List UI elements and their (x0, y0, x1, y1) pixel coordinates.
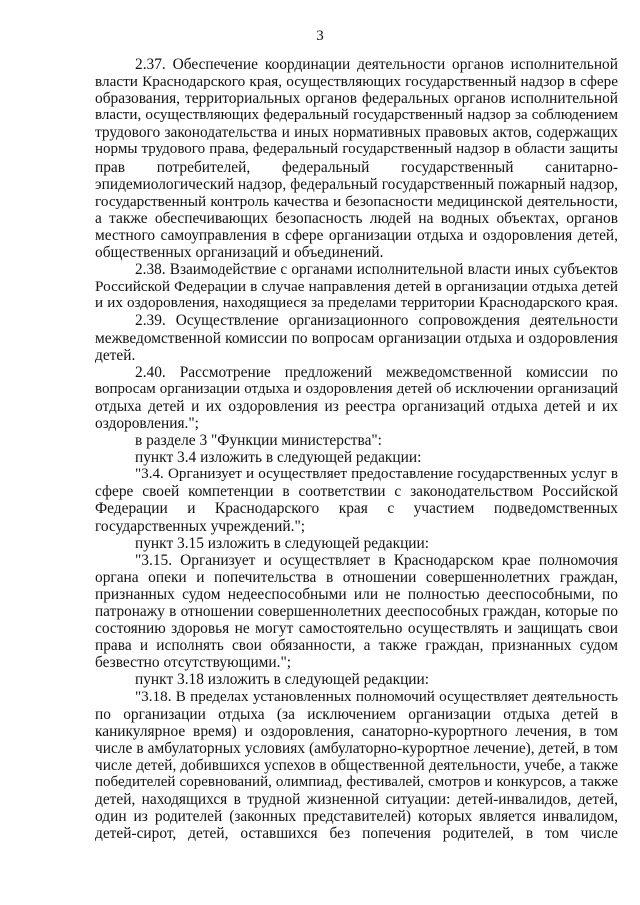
text-line: трудового законодательства и иных нормативных правовых актов, содержащих (95, 124, 618, 142)
text-line: сфере своей компетенции в соответствии с законодательством Российской (95, 483, 618, 501)
text-line: органа опеки и попечительства в отношении совершеннолетних граждан, (95, 568, 618, 586)
text-line: один из родителей (законных представителей) которых является инвалидом, (95, 808, 618, 826)
text-line: межведомственной комиссии по вопросам организации отдыха и оздоровления (95, 329, 618, 347)
text-line: пункт 3.15 изложить в следующей редакции: (135, 534, 430, 552)
text-line: эпидемиологический надзор, федеральный государственный пожарный надзор, (95, 175, 618, 193)
text-line: каникулярное время) и оздоровления, санаторно-курортного лечения, в том (95, 722, 618, 740)
text-line: и их оздоровления, находящиеся за пределами территории Краснодарского края. (95, 295, 618, 312)
page-number: 3 (316, 28, 324, 44)
text-line: состоянию здоровья не могут самостоятельно осуществлять и защищать свои (95, 620, 618, 638)
text-line: Федерации и Краснодарского края с участием подведомственных (95, 500, 618, 518)
document-body (95, 56, 618, 842)
text-line: 2.38. Взаимодействие с органами исполнительной власти иных субъектов (135, 261, 618, 279)
text-line: местного самоуправления в сфере организации отдыха и оздоровления детей, (95, 226, 618, 244)
text-line: общественных организаций и объединений. (95, 244, 384, 262)
text-line: детей, находящихся в трудной жизненной ситуации: детей-инвалидов, детей, (95, 791, 618, 809)
text-line: в разделе 3 "Функции министерства": (135, 432, 382, 450)
text-line: пункт 3.18 изложить в следующей редакции: (135, 671, 430, 689)
text-line: пункт 3.4 изложить в следующей редакции: (135, 449, 422, 467)
text-line: власти, осуществляющих федеральный государственный надзор за соблюдением (95, 107, 618, 124)
text-line: детей. (95, 346, 136, 364)
text-line: власти Краснодарского края, осуществляющих государственный надзор в сфере (95, 73, 618, 91)
text-line: по организации отдыха (за исключением организации отдыха детей в (95, 705, 618, 723)
text-line: числе детей, добившихся успехов в общественной деятельности, учебе, а также (95, 756, 618, 774)
text-line: государственных учреждений."; (95, 517, 306, 535)
text-line: безвестно отсутствующими."; (95, 654, 292, 672)
text-line: а также обеспечивающих безопасность людей на водных объектах, органов (95, 209, 618, 227)
text-line: победителей соревнований, олимпиад, фестивалей, смотров и конкурсов, а также (95, 773, 618, 790)
text-line: 2.40. Рассмотрение предложений межведомственной комиссии по (135, 363, 618, 381)
text-line: "3.15. Организует и осуществляет в Краснодарском крае полномочия (135, 551, 618, 569)
text-line: "3.4. Организует и осуществляет предоставление государственных услуг в (135, 466, 618, 483)
text-line: детей-сирот, детей, оставшихся без попечения родителей, в том числе (95, 825, 618, 843)
text-line: государственный контроль качества и безопасности медицинской деятельности, (95, 192, 618, 210)
text-line: "3.18. В пределах установленных полномочий осуществляет деятельность (135, 688, 618, 706)
text-line: признанных судом недееспособными или не полностью дееспособными, по (95, 585, 618, 603)
text-line: патронажу в отношении совершеннолетних дееспособных граждан, которые по (95, 603, 618, 620)
text-line: прав потребителей, федеральный государственный санитарно- (95, 158, 618, 176)
text-line: 2.39. Осуществление организационного сопровождения деятельности (135, 312, 618, 330)
text-line: числе в амбулаторных условиях (амбулаторно-курортное лечение), детей, в том (95, 739, 618, 757)
text-line: нормы трудового права, федеральный государственный надзор в области защиты (95, 141, 618, 158)
text-line: права и исполнять свои обязанности, а также граждан, признанных судом (95, 637, 618, 655)
text-line: отдыха детей и их оздоровления из реестра организаций отдыха детей и их (95, 397, 618, 415)
text-line: вопросам организации отдыха и оздоровления детей об исключении организаций (95, 380, 618, 397)
text-line: Российской Федерации в случае направления детей в организации отдыха детей (95, 278, 618, 296)
text-line: оздоровления."; (95, 414, 199, 432)
text-line: образования, территориальных органов федеральных органов исполнительной (95, 90, 618, 108)
text-line: 2.37. Обеспечение координации деятельности органов исполнительной (135, 56, 618, 73)
